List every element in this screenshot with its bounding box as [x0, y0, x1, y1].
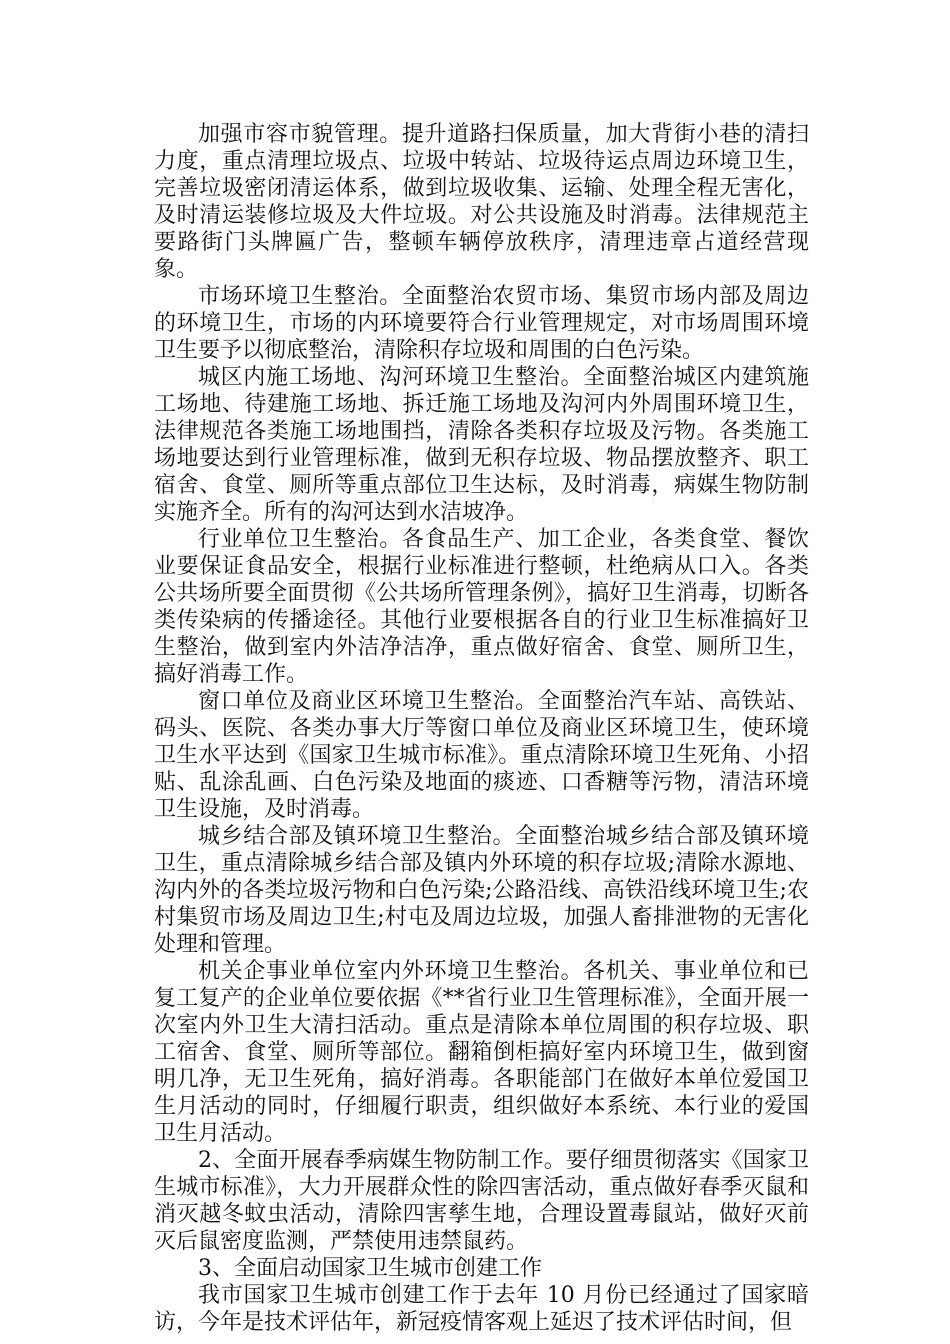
paragraph-vector-control: 2、全面开展春季病媒生物防制工作。要仔细贯彻落实《国家卫生城市标准》，大力开展群众性的除四害活动，重点做好春季灭鼠和消灭越冬蚊虫活动，清除四害孳生地，合理设置毒鼠站，做好灭前灭后鼠密度监测，严禁使用违禁鼠药。	[154, 1148, 809, 1254]
paragraph-heading-national-health-city: 3、全面启动国家卫生城市创建工作	[198, 1256, 542, 1281]
paragraph-assessment: 我市国家卫生城市创建工作于去年 10 月份已经通过了国家暗访，今年是技术评估年，新冠疫情客观上延迟了技术评估时间，但	[154, 1283, 809, 1335]
paragraph-city-appearance: 加强市容市貌管理。提升道路扫保质量，加大背街小巷的清扫力度，重点清理垃圾点、垃圾中转站、垃圾待运点周边环境卫生，完善垃圾密闭清运体系，做到垃圾收集、运输、处理全程无害化，及时清运装修垃圾及大件垃圾。对公共设施及时消毒。法律规范主要路街门头牌匾广告，整顿车辆停放秩序，清理违章占道经营现象。	[154, 122, 809, 282]
paragraph-institutions: 机关企事业单位室内外环境卫生整治。各机关、事业单位和已复工复产的企业单位要依据《**省行业卫生管理标准》，全面开展一次室内外卫生大清扫活动。重点是清除本单位周围的积存垃圾、职工宿舍、食堂、厕所等部位。翻箱倒柜搞好室内环境卫生，做到窗明几净，无卫生死角，搞好消毒。各职能部门在做好本单位爱国卫生月活动的同时，仔细履行职责，组织做好本系统、本行业的爱国卫生月活动。	[154, 959, 809, 1146]
paragraph-window-units: 窗口单位及商业区环境卫生整治。全面整治汽车站、高铁站、码头、医院、各类办事大厅等窗口单位及商业区环境卫生，使环境卫生水平达到《国家卫生城市标准》。重点清除环境卫生死角、小招贴、乱涂乱画、白色污染及地面的痰迹、口香糖等污物，清洁环境卫生设施，及时消毒。	[154, 689, 809, 822]
paragraph-industry-units: 行业单位卫生整治。各食品生产、加工企业，各类食堂、餐饮业要保证食品安全，根据行业标准进行整顿，杜绝病从口入。各类公共场所要全面贯彻《公共场所管理条例》，搞好卫生消毒，切断各类传染病的传播途径。其他行业要根据各自的行业卫生标准搞好卫生整治，做到室内外洁净洁净，重点做好宿舍、食堂、厕所卫生，搞好消毒工作。	[154, 527, 809, 687]
document-body	[154, 121, 809, 1336]
paragraph-market-sanitation: 市场环境卫生整治。全面整治农贸市场、集贸市场内部及周边的环境卫生，市场的内环境要符合行业管理规定，对市场周围环境卫生要予以彻底整治，清除积存垃圾和周围的白色污染。	[154, 284, 809, 363]
paragraph-construction-sites: 城区内施工场地、沟河环境卫生整治。全面整治城区内建筑施工场地、待建施工场地、拆迁施工场地及沟河内外周围环境卫生，法律规范各类施工场地围挡，清除各类积存垃圾及污物。各类施工场地要达到行业管理标准，做到无积存垃圾、物品摆放整齐、职工宿舍、食堂、厕所等重点部位卫生达标，及时消毒，病媒生物防制实施齐全。所有的沟河达到水洁坡净。	[154, 365, 809, 525]
paragraph-urban-rural: 城乡结合部及镇环境卫生整治。全面整治城乡结合部及镇环境卫生，重点清除城乡结合部及镇内外环境的积存垃圾;清除水源地、沟内外的各类垃圾污物和白色污染;公路沿线、高铁沿线环境卫生;农村集贸市场及周边卫生;村屯及周边垃圾，加强人畜排泄物的无害化处理和管理。	[154, 824, 809, 957]
